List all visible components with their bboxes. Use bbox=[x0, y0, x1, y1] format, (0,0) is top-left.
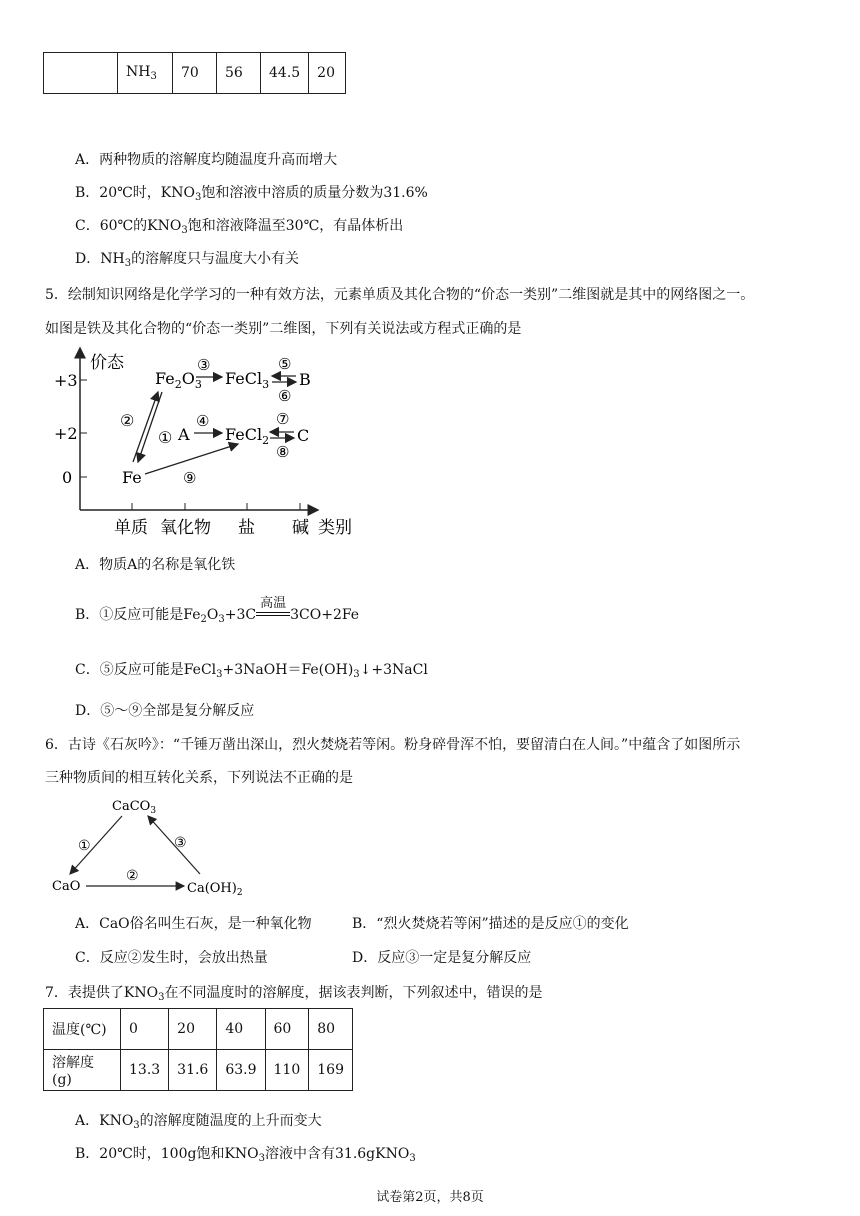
q6-option-a: A．CaO俗名叫生石灰，是一种氧化物 bbox=[75, 916, 312, 932]
q4-option-d: D．$NH_3$的溶解度只与温度大小有关 bbox=[75, 251, 300, 269]
table-cell: 80 bbox=[309, 1009, 353, 1050]
species-fe: Fe bbox=[122, 468, 142, 487]
species-c: C bbox=[297, 426, 310, 445]
table-cell: 60 bbox=[265, 1009, 309, 1050]
svg-text:②: ② bbox=[126, 868, 139, 884]
table-row bbox=[44, 1009, 353, 1050]
q5-option-d: D．⑤～⑨全部是复分解反应 bbox=[75, 703, 255, 719]
species-cao: CaO bbox=[52, 879, 81, 894]
table-cell: $NH_3$ bbox=[118, 53, 173, 94]
q6-option-c: C．反应②发生时，会放出热量 bbox=[75, 950, 268, 966]
table-row bbox=[44, 53, 346, 94]
x-tick-oxide: 氧化物 bbox=[160, 518, 211, 538]
q6-stem-line2: 三种物质间的相互转化关系，下列说法不正确的是 bbox=[45, 770, 353, 786]
table-cell: 63.9 bbox=[217, 1050, 265, 1091]
svg-text:①: ① bbox=[158, 428, 173, 447]
y-axis-label: 价态 bbox=[90, 353, 124, 373]
species-a: A bbox=[178, 425, 190, 444]
page-footer: 试卷第2页，共8页 bbox=[376, 1190, 484, 1205]
y-tick-plus3: +3 bbox=[54, 371, 78, 390]
q5-option-b: B．①反应可能是$Fe_2O_3+3C$ 高温 3CO+2Fe bbox=[75, 596, 360, 625]
svg-text:③: ③ bbox=[197, 356, 211, 374]
svg-text:⑥: ⑥ bbox=[278, 387, 292, 405]
table-cell: 0 bbox=[121, 1009, 169, 1050]
kno3-solubility-table bbox=[43, 1008, 353, 1091]
q5-stem-line2: 如图是铁及其化合物的“价态一类别”二维图，下列有关说法或方程式正确的是 bbox=[45, 321, 522, 337]
table-cell: 温度(℃) bbox=[44, 1009, 121, 1050]
q6-option-d: D．反应③一定是复分解反应 bbox=[352, 950, 532, 966]
species-fecl2: FeCl$_2$ bbox=[225, 425, 270, 447]
species-caoh2: $Ca(OH)_2$ bbox=[187, 881, 243, 898]
table-cell: 13.3 bbox=[121, 1050, 169, 1091]
q6-option-b: B．“烈火焚烧若等闲”描述的是反应①的变化 bbox=[352, 916, 629, 932]
species-fe2o3: $Fe_2O_3$ bbox=[155, 369, 202, 391]
svg-text:⑧: ⑧ bbox=[276, 443, 290, 461]
table-cell: 31.6 bbox=[169, 1050, 217, 1091]
x-tick-element: 单质 bbox=[114, 518, 148, 538]
calcium-cycle-diagram bbox=[50, 792, 250, 902]
x-axis-label: 类别 bbox=[318, 518, 352, 538]
q7-option-b: B．20℃时，100g饱和$KNO_3$溶液中含有31.6gKNO$_3$ bbox=[75, 1146, 416, 1164]
svg-text:②: ② bbox=[120, 411, 135, 430]
svg-text:⑨: ⑨ bbox=[183, 469, 197, 487]
y-tick-plus2: +2 bbox=[54, 424, 78, 443]
q7-option-a: A．$KNO_3$的溶解度随温度的上升而变大 bbox=[75, 1113, 322, 1131]
table-row bbox=[44, 1050, 353, 1091]
q6-stem-line1: 6．古诗《石灰吟》：“千锤万凿出深山，烈火焚烧若等闲。粉身碎骨浑不怕，要留清白在人间。”中蕴含了如图所示 bbox=[45, 737, 741, 753]
q5-option-a: A．物质A的名称是氧化铁 bbox=[75, 557, 236, 573]
nh3-solubility-table bbox=[43, 52, 346, 94]
table-cell: 56 bbox=[217, 53, 261, 94]
q5-stem-line1: 5．绘制知识网络是化学学习的一种有效方法，元素单质及其化合物的“价态一类别”二维图就是其中的网络图之一。 bbox=[45, 287, 755, 303]
q4-option-b: B．20℃时，$KNO_3$饱和溶液中溶质的质量分数为31.6% bbox=[75, 185, 428, 203]
x-tick-base: 碱 bbox=[292, 518, 309, 538]
q4-option-a: A．两种物质的溶解度均随温度升高而增大 bbox=[75, 152, 338, 168]
svg-text:⑦: ⑦ bbox=[276, 410, 290, 428]
svg-text:④: ④ bbox=[196, 412, 210, 430]
table-cell: 110 bbox=[265, 1050, 309, 1091]
q4-option-c: C．60℃的$KNO_3$饱和溶液降温至30℃，有晶体析出 bbox=[75, 218, 404, 236]
iron-valence-category-diagram bbox=[50, 340, 380, 540]
table-cell: 44.5 bbox=[261, 53, 309, 94]
species-fecl3: FeCl$_3$ bbox=[225, 369, 270, 391]
svg-text:⑤: ⑤ bbox=[278, 355, 292, 373]
q7-stem: 7．表提供了$KNO_3$在不同温度时的溶解度，据该表判断，下列叙述中，错误的是 bbox=[45, 985, 543, 1003]
table-cell: 20 bbox=[309, 53, 346, 94]
table-cell bbox=[44, 53, 118, 94]
svg-text:③: ③ bbox=[174, 835, 187, 851]
table-cell: 169 bbox=[309, 1050, 353, 1091]
table-cell: 70 bbox=[173, 53, 217, 94]
table-cell: 20 bbox=[169, 1009, 217, 1050]
x-tick-salt: 盐 bbox=[238, 518, 255, 538]
svg-text:①: ① bbox=[78, 838, 91, 854]
table-cell: 溶解度(g) bbox=[44, 1050, 121, 1091]
arrow-1 bbox=[138, 392, 162, 462]
arrow-2 bbox=[133, 392, 158, 462]
table-cell: 40 bbox=[217, 1009, 265, 1050]
species-caco3: CaCO$_3$ bbox=[112, 799, 157, 816]
species-b: B bbox=[299, 370, 311, 389]
q5-option-c: C．⑤反应可能是$FeCl_3+3NaOH=Fe(OH)_3↓+3NaCl$ bbox=[75, 662, 428, 680]
y-tick-zero: 0 bbox=[62, 468, 73, 487]
